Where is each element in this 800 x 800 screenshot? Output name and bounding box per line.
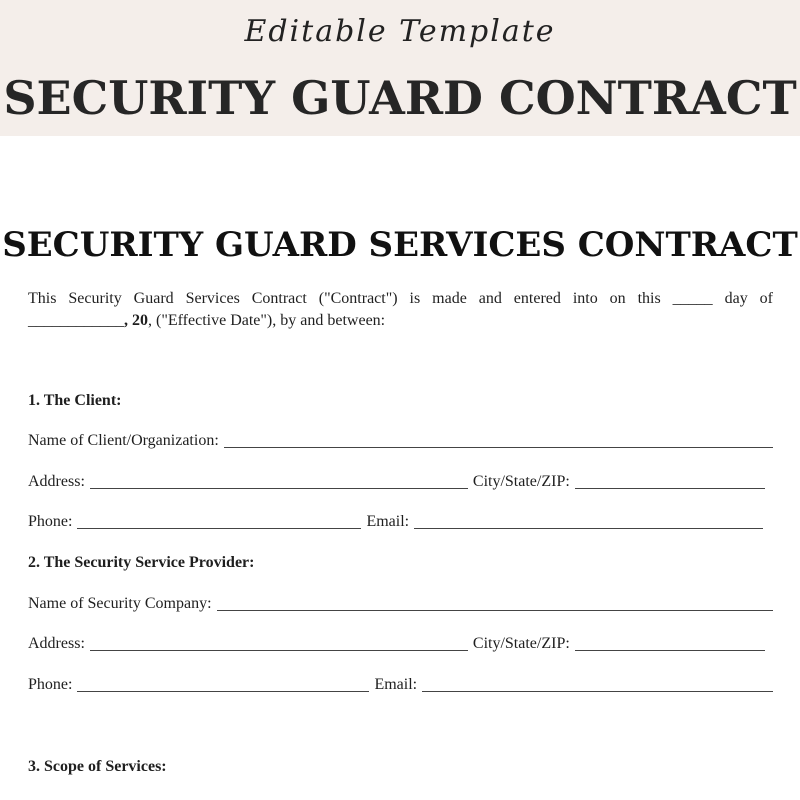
provider-city-field[interactable] — [575, 650, 765, 651]
effective-date-text: , ("Effective Date"), by and between: — [148, 312, 386, 329]
client-address-row — [28, 472, 773, 492]
provider-phone-field[interactable] — [77, 691, 369, 692]
client-city-field[interactable] — [575, 488, 765, 489]
client-address-field[interactable] — [90, 488, 468, 489]
intro-line-1: This Security Guard Services Contract ("Contract") is made and entered into on this _____ day of — [28, 290, 773, 307]
client-name-row — [28, 431, 773, 451]
intro-line-2 — [28, 310, 385, 331]
client-email-label: Email: — [366, 513, 410, 530]
banner-script-text: Editable Template — [244, 14, 556, 49]
provider-name-field[interactable] — [217, 610, 773, 611]
section-3-heading: 3. Scope of Services: — [28, 758, 167, 775]
client-email-field[interactable] — [414, 528, 763, 529]
provider-email-label: Email: — [374, 676, 418, 693]
provider-address-field[interactable] — [90, 650, 468, 651]
client-phone-row — [28, 512, 773, 532]
document-title: SECURITY GUARD SERVICES CONTRACT — [2, 225, 798, 265]
client-phone-field[interactable] — [77, 528, 361, 529]
client-name-field[interactable] — [224, 447, 773, 448]
year-text: , 20 — [124, 312, 148, 329]
provider-name-row — [28, 594, 773, 614]
provider-city-label: City/State/ZIP: — [472, 635, 570, 652]
client-city-label: City/State/ZIP: — [472, 473, 570, 490]
client-name-label: Name of Client/Organization: — [28, 432, 219, 449]
provider-email-field[interactable] — [422, 691, 773, 692]
section-2-heading: 2. The Security Service Provider: — [28, 554, 255, 571]
section-1-heading: 1. The Client: — [28, 392, 122, 409]
provider-address-label: Address: — [28, 635, 85, 652]
provider-address-row — [28, 634, 773, 654]
provider-name-label: Name of Security Company: — [28, 595, 212, 612]
client-phone-label: Phone: — [28, 513, 73, 530]
client-address-label: Address: — [28, 473, 85, 490]
provider-phone-row — [28, 675, 773, 695]
header-banner — [0, 0, 800, 136]
banner-title: SECURITY GUARD CONTRACT — [3, 71, 797, 125]
date-blank[interactable]: ____________ — [28, 312, 124, 329]
provider-phone-label: Phone: — [28, 676, 73, 693]
